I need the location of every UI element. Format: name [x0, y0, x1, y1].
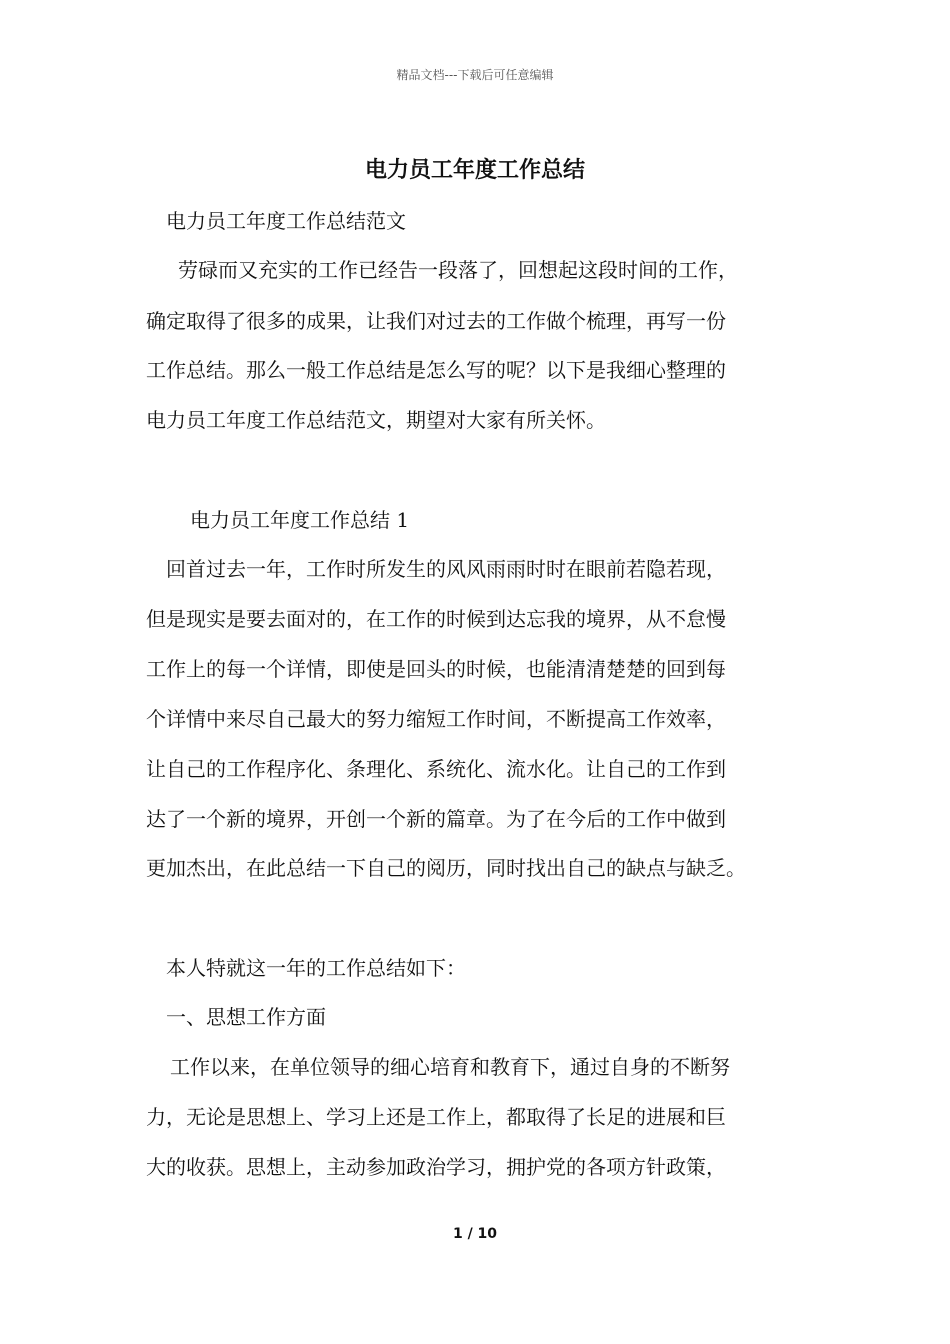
body-line: 力，无论是思想上、学习上还是工作上，都取得了长足的进展和巨: [146, 1105, 726, 1129]
body-line: 回首过去一年，工作时所发生的风风雨雨时时在眼前若隐若现，: [166, 557, 726, 581]
body-line: 工作上的每一个详情，即使是回头的时候，也能清清楚楚的回到每: [146, 657, 726, 681]
body-line: 达了一个新的境界，开创一个新的篇章。为了在今后的工作中做到: [146, 807, 726, 831]
body-line: 个详情中来尽自己最大的努力缩短工作时间，不断提高工作效率，: [146, 707, 726, 731]
document-title: 电力员工年度工作总结: [364, 157, 585, 183]
document-subtitle: 电力员工年度工作总结范文: [166, 209, 406, 233]
summary-intro: 本人特就这一年的工作总结如下：: [166, 956, 466, 980]
intro-line: 确定取得了很多的成果，让我们对过去的工作做个梳理，再写一份: [146, 309, 726, 333]
body-line: 但是现实是要去面对的，在工作的时候到达忘我的境界，从不怠慢: [146, 607, 726, 631]
intro-line: 劳碌而又充实的工作已经告一段落了，回想起这段时间的工作，: [178, 258, 738, 282]
intro-line: 电力员工年度工作总结范文，期望对大家有所关怀。: [146, 408, 606, 432]
body-line: 更加杰出，在此总结一下自己的阅历，同时找出自己的缺点与缺乏。: [146, 856, 746, 880]
body-line: 工作以来，在单位领导的细心培育和教育下，通过自身的不断努: [170, 1055, 730, 1079]
intro-line: 工作总结。那么一般工作总结是怎么写的呢？以下是我细心整理的: [146, 358, 726, 382]
part-heading: 一、思想工作方面: [166, 1005, 326, 1029]
body-line: 大的收获。思想上，主动参加政治学习，拥护党的各项方针政策，: [146, 1155, 726, 1179]
header-note: 精品文档---下载后可任意编辑: [396, 68, 554, 82]
body-line: 让自己的工作程序化、条理化、系统化、流水化。让自己的工作到: [146, 757, 726, 781]
page-number: 1 / 10: [452, 1226, 498, 1242]
section-heading: 电力员工年度工作总结 1: [190, 508, 410, 532]
